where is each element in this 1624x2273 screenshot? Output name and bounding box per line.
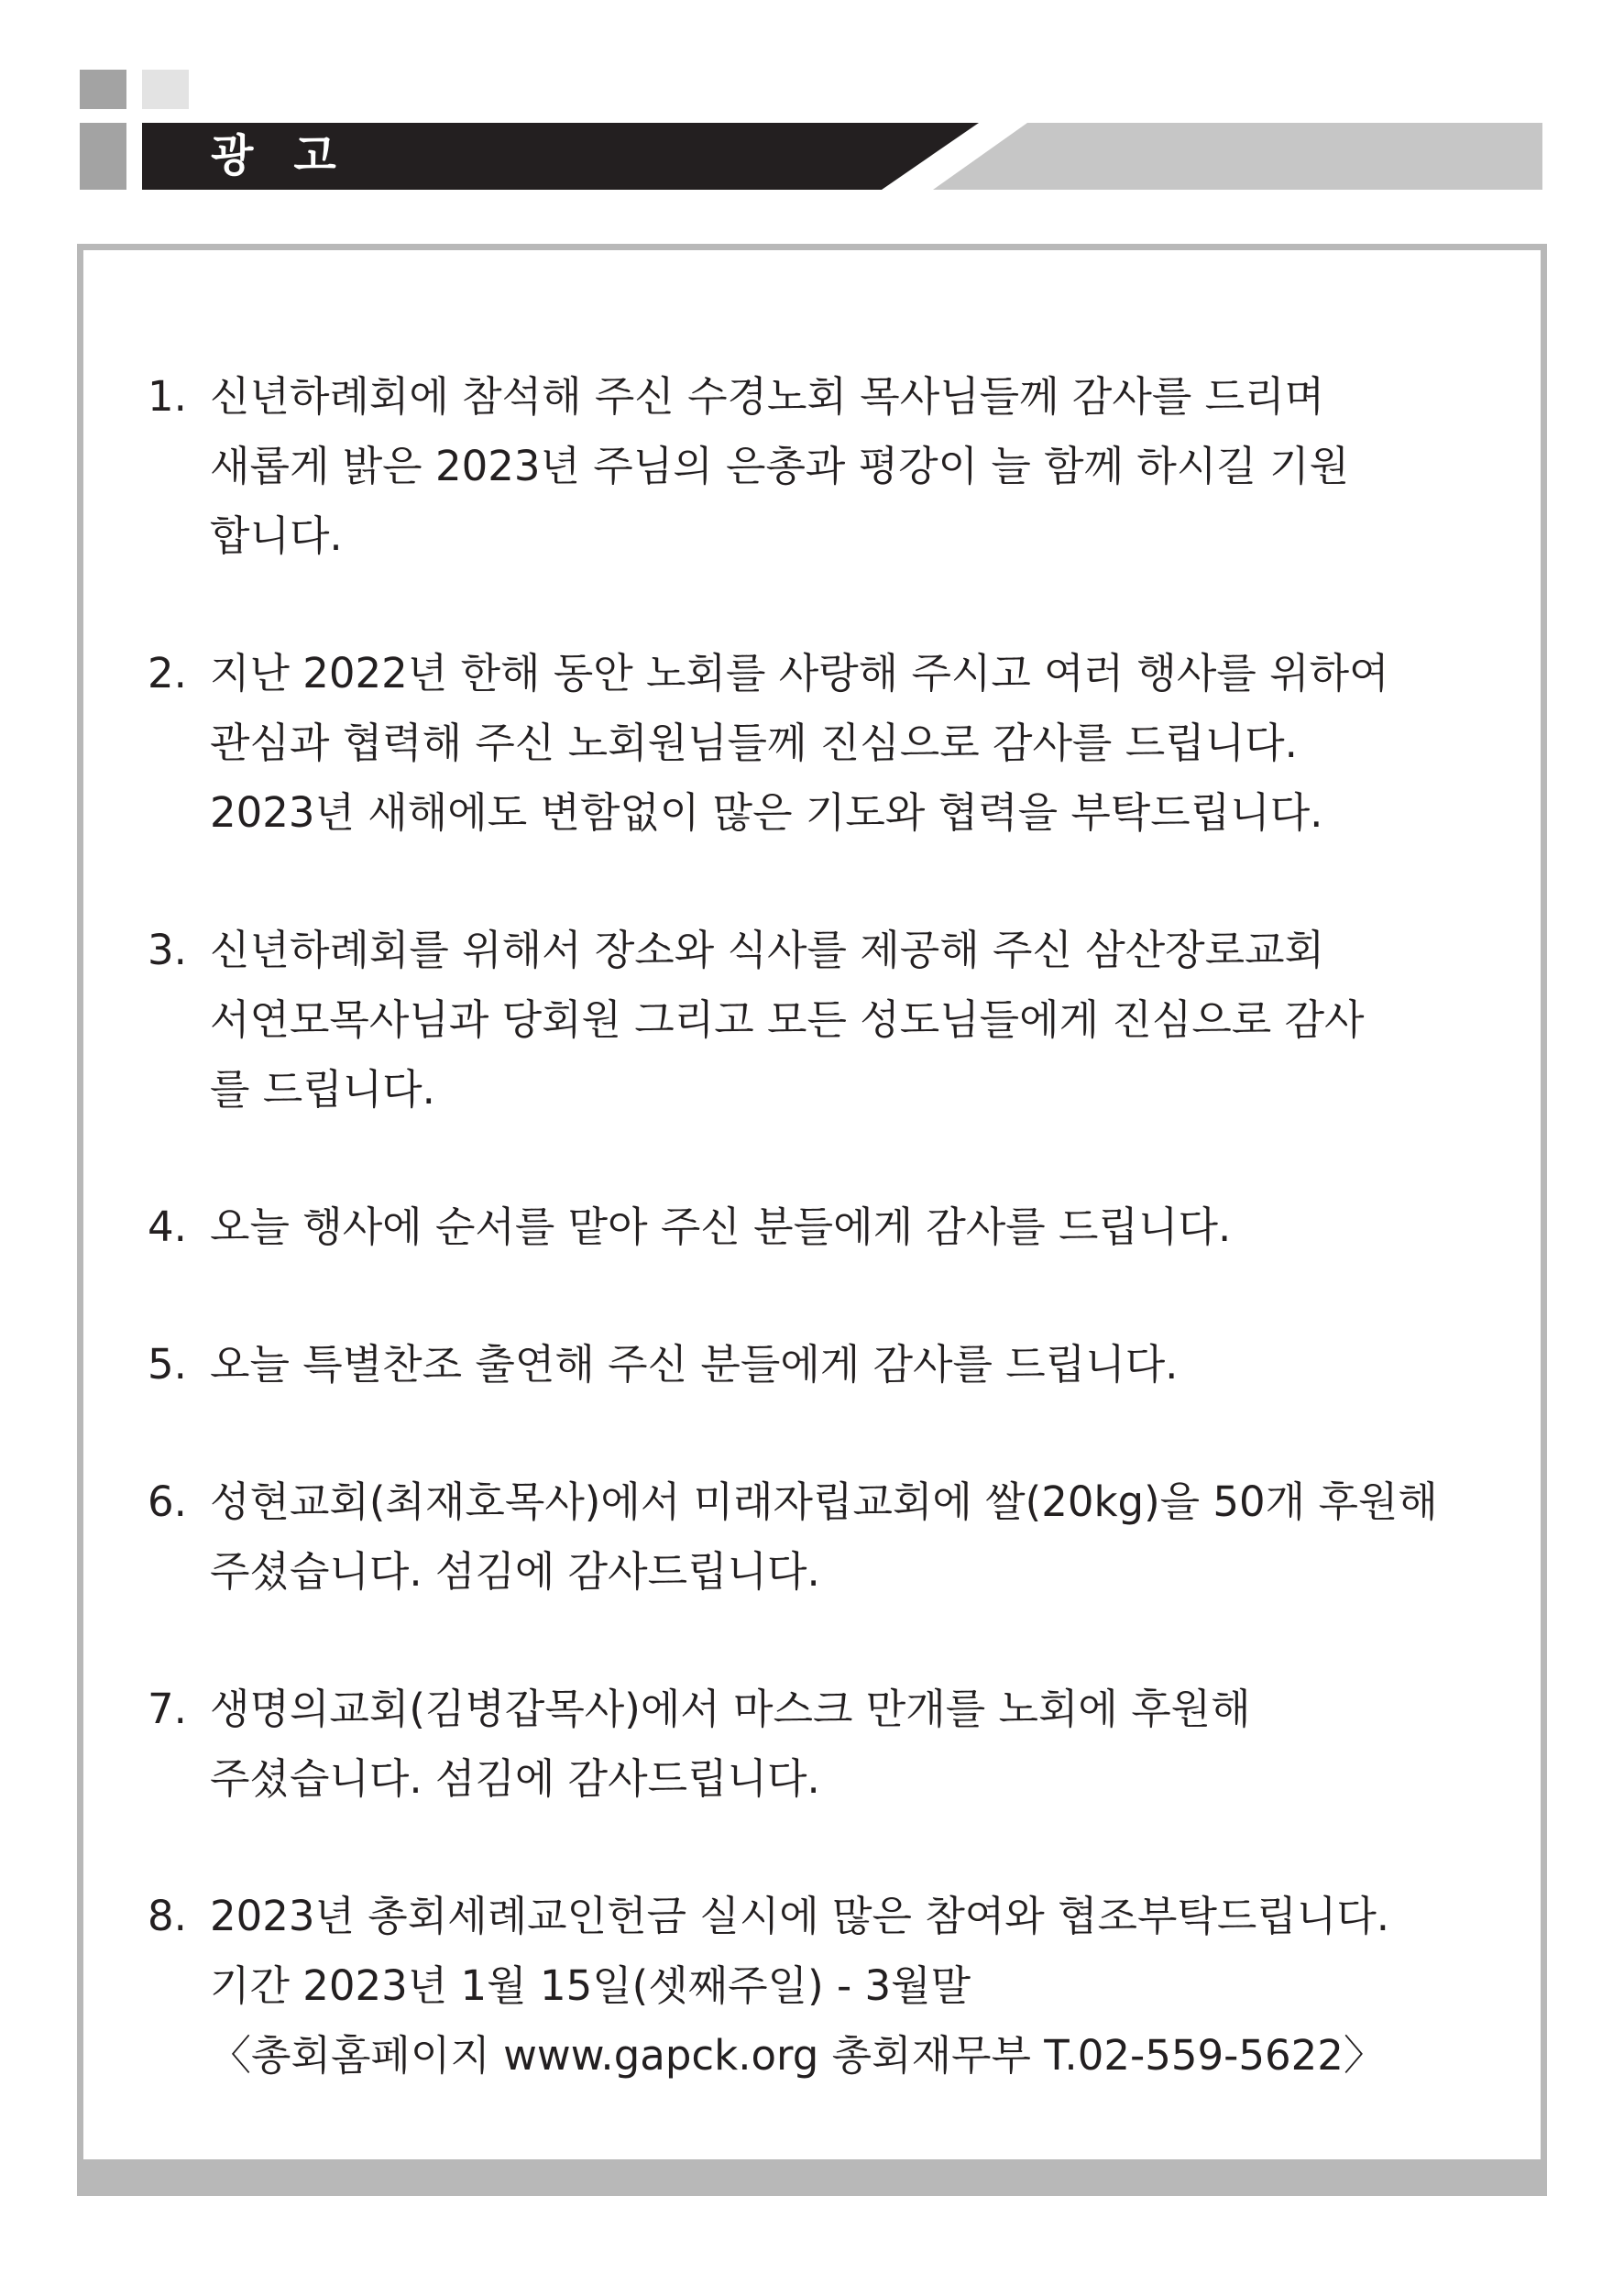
notice-item-3	[137, 916, 1485, 1125]
item-text-line: 주셨습니다. 섬김에 감사드립니다.	[210, 1754, 820, 1803]
notice-item-6	[137, 1467, 1485, 1607]
notice-item-8	[137, 1882, 1485, 2091]
item-text-line: 서연모목사님과 당회원 그리고 모든 성도님들에게 진심으로 감사	[210, 995, 1365, 1044]
header-banner	[0, 0, 1624, 238]
item-number: 6.	[148, 1477, 187, 1526]
item-text-line: 성현교회(최재호목사)에서 미래자립교회에 쌀(20kg)을 50개 후원해	[210, 1477, 1438, 1526]
banner-light-band	[933, 123, 1542, 190]
item-text-line: 〈총회홈페이지 www.gapck.org 총회재무부 T.02-559-5622〉	[210, 2031, 1385, 2080]
item-number: 2.	[148, 649, 187, 697]
item-number: 7.	[148, 1685, 187, 1733]
item-text-line: 신년하례회에 참석해 주신 수경노회 목사님들께 감사를 드리며	[210, 372, 1325, 421]
notice-list	[137, 362, 1485, 2158]
item-text-line: 오늘 특별찬조 출연해 주신 분들에게 감사를 드립니다.	[210, 1340, 1179, 1389]
item-number: 4.	[148, 1202, 187, 1251]
item-text-line: 2023년 총회세례교인헌금 실시에 많은 참여와 협조부탁드립니다.	[210, 1892, 1390, 1940]
item-text-line: 주셨습니다. 섬김에 감사드립니다.	[210, 1547, 820, 1596]
item-text-line: 지난 2022년 한해 동안 노회를 사랑해 주시고 여러 행사를 위하여	[210, 649, 1389, 697]
notice-item-7	[137, 1675, 1485, 1814]
item-number: 3.	[148, 926, 187, 974]
item-number: 5.	[148, 1340, 187, 1389]
notice-item-4	[137, 1192, 1485, 1262]
item-text-line: 새롭게 밝은 2023년 주님의 은총과 평강이 늘 함께 하시길 기원	[210, 442, 1350, 490]
page-title: 광고	[211, 130, 377, 181]
notice-item-2	[137, 639, 1485, 848]
item-number: 1.	[148, 372, 187, 421]
item-text-line: 신년하례회를 위해서 장소와 식사를 제공해 주신 삼산장로교회	[210, 926, 1325, 974]
item-text-line: 를 드립니다.	[210, 1065, 435, 1114]
item-number: 8.	[148, 1892, 187, 1940]
item-text-line: 2023년 새해에도 변함없이 많은 기도와 협력을 부탁드립니다.	[210, 788, 1323, 837]
notice-item-1	[137, 362, 1485, 571]
notice-item-5	[137, 1330, 1485, 1400]
item-text-line: 기간 2023년 1월 15일(셋째주일) - 3월말	[210, 1961, 971, 2010]
item-text-line: 생명의교회(김병갑목사)에서 마스크 만개를 노회에 후원해	[210, 1685, 1251, 1733]
item-text-line: 합니다.	[210, 511, 343, 560]
item-text-line: 관심과 협력해 주신 노회원님들께 진심으로 감사를 드립니다.	[210, 719, 1298, 767]
item-text-line: 오늘 행사에 순서를 맡아 주신 분들에게 감사를 드립니다.	[210, 1202, 1232, 1251]
